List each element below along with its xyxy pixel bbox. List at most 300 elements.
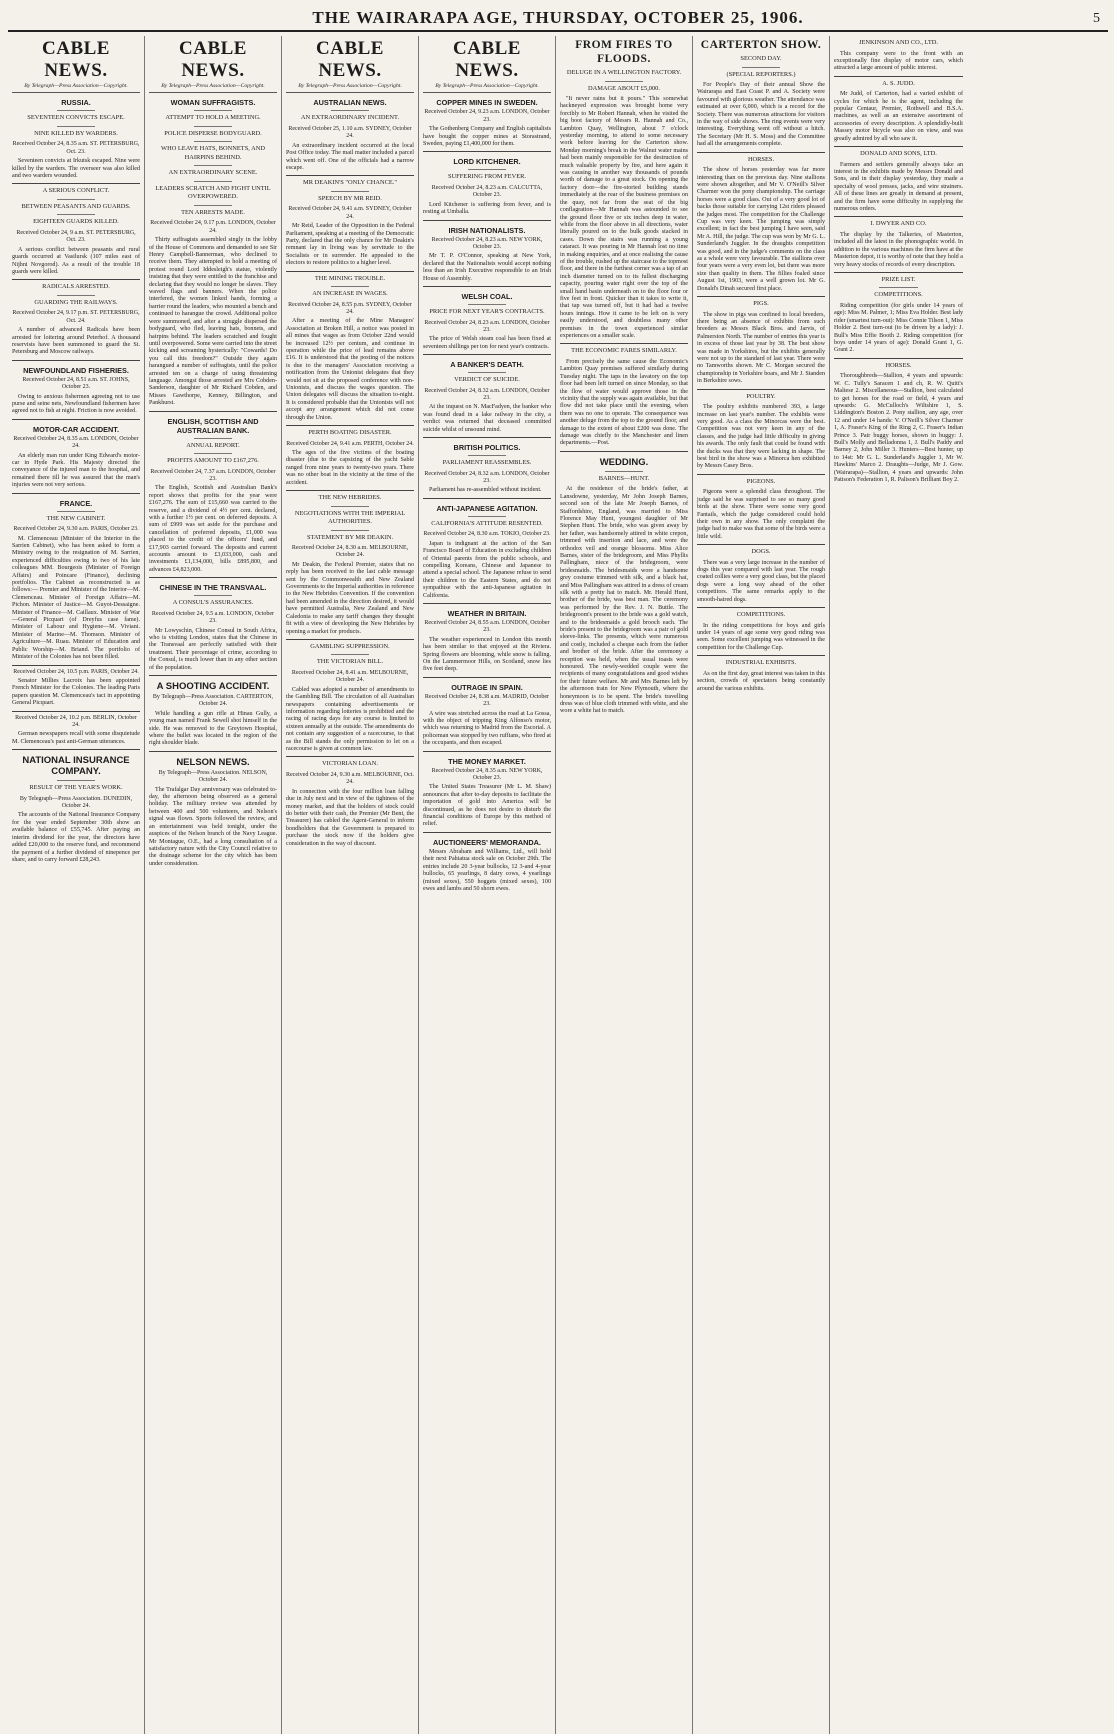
- section-divider: [834, 272, 963, 273]
- article-body: A serious conflict between peasants and rural guards occurred at Vasilursk (107 miles east of Nijhni Novgorod). As a result of the trouble 18 guards were killed.: [12, 246, 140, 275]
- article-subheading: THE MINING TROUBLE.: [314, 274, 386, 282]
- article-body: Thoroughbreds—Stallion, 4 years and upwards: W. C. Tully's Saracen 1 and ch, R. W. Quitt's Maltese 2. Miscellaneous—Stallion, best calculated to get horses for the road or field, 4 years and upwards: G. McCulloch's Wiltshire 1, S. Liddington's Boston 2. Pony stallion, any age, over 12 and under 14 hands: V. O'Neill's Silver Charmer 1, A. Fraser's King of the Ring 2, C. Fraser's Indian Prince 3. Pair buggy horses, shown in buggy: J. Bull's Molly and Belladonna 1, J. Bull's Paddy and Barney 2, John Miller 3. Hunters—Best hunter, up to 14st: Mr G. L. Sunderland's Juggler 1, Mr W. Hawkins' Marco 2. Draughts—Judge, Mr J. Gow. (Wairarapa)—Stallion, 4 years and upwards: John Patison's Federation 1, R. Palison's Brilliant Boy 2.: [834, 373, 963, 483]
- article: [12, 283, 140, 356]
- article-body: The Gothenberg Company and English capitalists have bought the copper mines at Storastrand, Sweden, paying £1,400,000 for them.: [423, 126, 551, 148]
- article-dateline: Received October 24, 8.51 a.m. ST. JOHNS, October 23.: [22, 376, 130, 391]
- section-divider: [12, 665, 140, 666]
- article-dateline: Received October 24, 8.23 a.m. NEW YORK, October 23.: [431, 236, 543, 250]
- article-body: Owing to anxious fishermen agreeing not to use purse and seine nets, Newfoundland fishermen have agreed not to fish at night. Friction is now avoided.: [12, 393, 140, 415]
- divider: [57, 214, 95, 215]
- article-subheading: DOGS.: [751, 548, 771, 556]
- article: [423, 292, 551, 351]
- article-subheading: TEN ARRESTS MADE.: [181, 208, 245, 216]
- article-subheading: EIGHTEEN GUARDS KILLED.: [33, 218, 119, 226]
- article-body: A wire was stretched across the road at La Gossa, with the object of tripping King Alfonso's motor, which was returning to Madrid from the Escorial. A policeman was stopped by two ruffians, who fired at the occupants, and then escaped.: [423, 710, 551, 747]
- divider: [57, 780, 95, 781]
- article-subheading: RADICALS ARRESTED.: [42, 283, 110, 291]
- article-body: In the riding competitions for boys and girls under 14 years of age some very good riding was seen. Some excellent jumping was witnessed in the competition for the Challenge Cup.: [697, 622, 825, 651]
- article-dateline: Received October 25, 1.10 a.m. SYDNEY, October 24.: [288, 125, 412, 140]
- article-body: German newspapers recall with some disquietude M. Clemenceau's past anti-German utterances.: [12, 731, 140, 745]
- divider: [331, 530, 369, 531]
- column-heading: CARTERTON SHOW.: [700, 39, 822, 51]
- article-subheading: COMPETITIONS.: [736, 611, 786, 619]
- article: [286, 643, 414, 753]
- article-subheading: THE ECONOMIC FARES SIMILARLY.: [571, 347, 677, 355]
- article-dateline: Received October 24, 9.17 p.m. LONDON, October 24.: [150, 220, 276, 234]
- article-body: An extraordinary incident occurred at the local Post Office today. The mail matter included a parcel which went off. One of the officials had a narrow escape.: [286, 142, 414, 171]
- article-body: Parliament has re-assembled without incident.: [429, 487, 542, 494]
- article: [423, 504, 551, 600]
- article-body: The ages of the five victims of the boating disaster (due to the capsizing of the yacht Sable ranged from nine years to twenty-two years. There was no other boat in the vicinity at the time of the accident.: [286, 450, 414, 486]
- article: [697, 478, 825, 541]
- article-body: Senator Millies Lacroix has been appointed French Minister for the Colonies. The leading Paris papers question M. Clemenceau's tact in appointing General Picquart.: [12, 677, 140, 707]
- article-body: There was a very large increase in the number of dogs this year compared with last year. The rough coated collies were a very good class, but the placed dogs were a long way ahead of the other competitors. The same remarks apply to the smooth-haired dogs.: [697, 559, 825, 603]
- article-subheading: A SERIOUS CONFLICT.: [42, 187, 110, 195]
- article: [286, 179, 414, 267]
- article-headline: THE MONEY MARKET.: [448, 756, 526, 766]
- article-body: The Trafalgar Day anniversary was celebrated to-day, the afternoon being observed as a general holiday. The military review was attended by between 400 and 500 volunteers, and Nelson's signal was flown. Sports followed the review, and an entertainment was held tonight, under the auspices of the Nelson branch of the Navy League. Mr Montague, O.E., had a long consultation of a satisfactory nature with the City Council relative to the drainage scheme for the city which has been under consideration.: [149, 786, 277, 867]
- article-subheading: SPEECH BY MR REID.: [318, 194, 382, 202]
- article-headline: COPPER MINES IN SWEDEN.: [436, 98, 538, 108]
- article-subheading: DAMAGE ABOUT £5,000.: [588, 84, 660, 92]
- article-body: Mr T. P. O'Connor, speaking at New York, declared that the Nationalists would accept nothing less than an Irish Executive responsible to an Irish House of Assembly.: [423, 253, 551, 282]
- article: [834, 276, 963, 355]
- article: [423, 443, 551, 495]
- article-subheading: PRICE FOR NEXT YEAR'S CONTRACTS.: [429, 308, 545, 315]
- divider: [194, 126, 232, 127]
- divider: [194, 438, 232, 439]
- article: [697, 393, 825, 471]
- article: [149, 583, 277, 672]
- section-divider: [423, 603, 551, 604]
- section-divider: [834, 146, 963, 147]
- divider: [194, 165, 232, 166]
- article-subheading: RESULT OF THE YEAR'S WORK.: [29, 784, 123, 792]
- article: [423, 838, 551, 893]
- article: [12, 366, 140, 416]
- article: [560, 347, 688, 447]
- article: [423, 226, 551, 283]
- article: [697, 659, 825, 693]
- article-body: Lord Kitchener is suffering from fever, and is resting at Umballa.: [423, 201, 551, 216]
- article: [286, 760, 414, 848]
- section-divider: [286, 756, 414, 757]
- article: [12, 425, 140, 490]
- article-dateline: Received October 24, 9.23 a.m. LONDON, October 23.: [424, 109, 550, 123]
- divider: [57, 511, 95, 512]
- article: [423, 98, 551, 148]
- article: [286, 275, 414, 423]
- article-subheading: WHO LEAVE HATS, BONNETS, AND HAIRPINS BEHIND.: [161, 145, 265, 161]
- column-6: [693, 36, 830, 1734]
- article-headline: ENGLISH, SCOTTISH AND AUSTRALIAN BANK.: [167, 416, 259, 435]
- section-divider: [423, 498, 551, 499]
- article-subheading: NEGOTIATIONS WITH THE IMPERIAL AUTHORITIES.: [294, 509, 406, 526]
- article-dateline: Received October 24, 9.41 a.m. PERTH, October 24.: [286, 440, 414, 447]
- article-body: Thirty suffragists assembled singly in the lobby of the House of Commons and demanded to see Sir Henry Campbell-Bannerman, who declined to receive them. They attempted to hold a meeting of protest round Lord Iddesleigh's statue, violently insisting that they were entitled to the franchise and declaring that they would no longer be slaves. They waved flags and banners. When the police interfered, the women linked hands, forming a barrier round the leaders, who mounted a bench and continued to harangue the crowd. Additional police were summoned, and after a struggle dispersed the bodyguard, who fled, leaving hats, bonnets, and hairpins behind. The leaders scratched and fought until overpowered. Some were carried into the street kicking and screaming hysterically: "Cowards! Do you call this freedom?" Outside they again harangued a number of suffragists, until the police arrested ten on a charge of using threatening language. Amongst those arrested are Mrs Cobden-Sanderson, daughter of Mr Richard Cobden, and Misses Gawthorpe, Kenney, Billington, and Pankhurst.: [149, 237, 277, 407]
- divider: [879, 287, 918, 288]
- article-dateline: Received October 24, 7.37 a.m. LONDON, October 23.: [150, 468, 276, 482]
- section-divider: [560, 451, 688, 452]
- article: [834, 39, 963, 73]
- section-divider: [12, 749, 140, 750]
- section-divider: [834, 76, 963, 77]
- section-divider: [560, 343, 688, 344]
- section-divider: [12, 419, 140, 420]
- article-dateline: By Telegraph—Press Association. DUNEDIN, October 24.: [19, 795, 133, 810]
- article-body: The display by the Talkeries, of Masterton, included all the latest in the phonographic world. In addition to the various machines the firm have at the Masterton depot, it is worthy of note that they hold a very heavy stocks of records of every description.: [834, 231, 963, 268]
- article-dateline: Received October 24, 8.35 a.m. NEW YORK, October 23.: [431, 767, 543, 782]
- divider: [194, 181, 232, 182]
- article-subheading: THE NEW HEBRIDES.: [318, 494, 382, 502]
- byline: By Telegraph—Press Association—Copyright.: [423, 83, 551, 93]
- article-body: A number of advanced Radicals have been arrested for loitering around Peterhof. A thousand reservists have been summoned to guard the St. Petersburg and Moscow railways.: [12, 327, 140, 356]
- section-divider: [12, 183, 140, 184]
- article-subheading: SUFFERING FROM FEVER.: [448, 173, 526, 181]
- article-subheading: MR DEAKIN'S "ONLY CHANCE.": [303, 179, 397, 187]
- article-headline: WEATHER IN BRITAIN.: [447, 608, 527, 618]
- article-subheading: AN EXTRAORDINARY INCIDENT.: [300, 114, 400, 122]
- article: [286, 494, 414, 636]
- article-dateline: Received October 24, 8.32 a.m. LONDON, October 23.: [424, 387, 550, 402]
- article-body: While handling a gun rifle at Hinau Gully, a young man named Frank Sewell shot himself in the side. He was removed to the Greytown Hospital, where the bullet was located in the region of the right shoulder blade.: [149, 710, 277, 747]
- divider: [57, 199, 95, 200]
- article-headline: FRANCE.: [59, 498, 93, 508]
- section-divider: [697, 544, 825, 545]
- article-subheading: GAMBLING SUPPRESSION.: [310, 642, 390, 650]
- article: [149, 417, 277, 575]
- article-subheading: BARNES—HUNT.: [598, 474, 650, 482]
- section-divider: [423, 286, 551, 287]
- section-divider: [286, 490, 414, 491]
- article-subheading: A. S. JUDD.: [882, 79, 915, 87]
- divider: [57, 126, 95, 127]
- article-body: M. Clemenceau (Minister of the Interior in the Sarrien Cabinet), who has been asked to form a Ministry owing to the resignation of M. Sarrien, experienced difficulties owing to two of his late colleagues MM. Bourgeois (Minister of Foreign Affairs) and Poincare (Finance), declining portfolios. The Cabinet as reconstructed is as follows:— Premier and Minister of the Interior—M. Clemenceau. Minister of Foreign Affairs—M. Pichon. Minister of Justice—M. Guyot-Dessaigne. Minister of Finance—M. Caillaux. Minister of War—General Picquart (of Dreyfus case fame). Minister of Labour and Hygiene—M. Viviani. Minister of Marine—M. Thomson. Minister of Agriculture—M. Ruau. Minister of Education and Public Worship—M. Briand. The portfolio of Minister of the Colonies has not been filled.: [12, 535, 140, 661]
- section-divider: [697, 607, 825, 608]
- divider: [57, 110, 95, 111]
- article: [12, 669, 140, 708]
- divider: [194, 205, 232, 206]
- article-headline: MOTOR-CAR ACCIDENT.: [33, 424, 119, 434]
- masthead: [8, 4, 1108, 32]
- article-subheading: CALIFORNIA'S ATTITUDE RESENTED.: [431, 519, 543, 527]
- column-2: [145, 36, 282, 1734]
- article-dateline: Received October 24, 8.32 a.m. LONDON, October 23.: [424, 470, 550, 484]
- byline: By Telegraph—Press Association—Copyright.: [286, 83, 414, 93]
- article-body: Mr Reid, Leader of the Opposition in the Federal Parliament, speaking at a meeting of the Democratic Party, declared that the only chance for Mr Deakin's remnant lay in living was by servitude to the Socialists or in surrender. He appealed to the electors to restore politics to a higher level.: [286, 223, 414, 267]
- article: [149, 681, 277, 748]
- article: [423, 609, 551, 674]
- byline: By Telegraph—Press Association—Copyright.: [149, 83, 277, 93]
- divider: [331, 110, 369, 111]
- article-body: Seventeen convicts at Irkutsk escaped. Nine were killed by the warders. The overseer was also killed and two warders wounded.: [12, 158, 140, 180]
- article-dateline: Received October 24, 9.17 p.m. ST. PETERSBURG, Oct. 24.: [12, 310, 140, 324]
- article: [423, 157, 551, 216]
- article: [560, 457, 688, 716]
- article-subheading: STATEMENT BY MR DEAKIN.: [306, 533, 394, 541]
- section-divider: [423, 437, 551, 438]
- article-body: The accounts of the National Insurance Company for the year ended September 30th show an available balance of £55,745. After paying an interim dividend for the year, the directors have added £20,000 to the reserve fund, and recommend the payment of a further dividend of ninepence per share, and to carry forward £28,243.: [12, 812, 140, 863]
- article-subheading: BETWEEN PEASANTS AND GUARDS.: [21, 202, 131, 210]
- article-body: Farmers and settlers generally always take an interest in the exhibits made by Messrs Donald and Sons, and in their display yesterday, they made a specialty of wool presses, jacks, and wire strainers. All of these lines are greatly in demand at present, and the firm have some difficulty in supplying the numerous orders.: [834, 161, 963, 212]
- section-divider: [286, 425, 414, 426]
- article-body: Messrs Abraham and Williams, Ltd., will hold their next Pahiatua stock sale on October 29th. The entries include 20 3-year bullocks, 12 3-and 4-year bullocks, 65 yearlings, 8 dairy cows, 4 yearlings (mixed sexes), 550 hoggets (mixed sexes), 100 ewes and lambs and 50 shorn ewes.: [423, 848, 551, 892]
- article-dateline: Received October 24, 8.41 a.m. MELBOURNE, October 24.: [291, 669, 409, 684]
- section-divider: [834, 216, 963, 217]
- article-subheading: HORSES.: [885, 361, 912, 369]
- section-divider: [12, 279, 140, 280]
- article-subheading: PIGEONS.: [746, 477, 776, 485]
- article-subheading: PRIZE LIST.: [881, 275, 916, 283]
- article-body: In connection with the four million loan falling due in July next and in view of the tightness of the money market, and that the holders of stock could do better with their cash, the Premier (Mr Bent, the Treasurer) has cabled the Agent-General to inform bondholders that the Government is prepared to purchase the stock now if the holders give consideration in the way of discount.: [286, 788, 414, 847]
- divider: [468, 304, 506, 305]
- article-subheading: THE NEW CABINET.: [46, 514, 106, 522]
- article: [697, 611, 825, 652]
- article-dateline: By Telegraph—Press Association. CARTERTON, October 24.: [152, 694, 274, 708]
- article: [834, 362, 963, 485]
- section-divider: [697, 655, 825, 656]
- article-body: Mr Lowyschin, Chinese Consul in South Africa, who is visiting London, states that the Chinese in the Transvaal are perfectly satisfied with their treatment. Their percentage of crime, according to the Consul, is much lower than in any other section of the population.: [149, 627, 277, 671]
- article-subheading: INDUSTRIAL EXHIBITS.: [725, 659, 797, 667]
- article-body: Riding competition (for girls under 14 years of age): Miss M. Palmer, 1; Miss Eva Holder. Best lady rider (smartest turn-out): Miss Connie Tilson 1, Miss Holder 2. Best turn-out (to be driven by a lady): J. Bull's Miss Effie Booth 2. Riding competition (for boys under 14 years of age): Donald Grant 1, G. Grant 2.: [834, 302, 963, 354]
- article-body: This company were to the front with an exceptionally fine display of motor cars, which attracted a large amount of public interest.: [834, 50, 963, 72]
- article-subheading: PARLIAMENT REASSEMBLES.: [442, 459, 532, 467]
- article-headline: IRISH NATIONALISTS.: [448, 225, 526, 235]
- article-dateline: Received October 24, 9.30 a.m. PARIS, October 23.: [13, 526, 139, 533]
- divider: [194, 453, 232, 454]
- section-divider: [149, 577, 277, 578]
- divider: [194, 110, 232, 111]
- article-dateline: Received October 24, 8.30 a.m. MELBOURNE, October 24.: [291, 545, 409, 559]
- divider: [194, 595, 232, 596]
- article-subheading: THE VICTORIAN BILL.: [316, 658, 384, 666]
- article-subheading: ATTEMPT TO HOLD A MEETING.: [165, 114, 261, 122]
- column-heading: FROM FIRES TO FLOODS.: [575, 39, 673, 65]
- article-headline: A SHOOTING ACCIDENT.: [156, 681, 270, 692]
- byline: By Telegraph—Press Association—Copyright.: [12, 83, 140, 93]
- divider: [742, 67, 780, 68]
- article-dateline: Received October 24, 8.30 a.m. TOKIO, October 23.: [423, 531, 551, 538]
- article: [697, 300, 825, 386]
- article: [834, 220, 963, 269]
- article-subheading: NINE KILLED BY WARDERS.: [34, 129, 118, 137]
- section-divider: [697, 152, 825, 153]
- article: [697, 156, 825, 293]
- divider: [331, 654, 369, 655]
- divider: [468, 516, 506, 517]
- article-body: Mr Deakin, the Federal Premier, states that no reply has been received to the last cable message sent by the Commonwealth and New Zealand Governments to the Imperial authorities in reference to the New Hebrides Convention. If the convention had been amended in the direction desired, it would have permitted Australia, New Zealand and New Caledonia to make any tariff changes they thought fit with a view of developing the New Hebrides by opening a market for products.: [286, 561, 414, 635]
- article-body: "It never rains but it pours." This somewhat hackneyed expression was brought home very forcibly to Mr Robert Hannah, when he visited the big boot factory of Messrs R. Hannah and Co., Lambton Quay, Wellington, about 7 o'clock yesterday morning, to attend to some necessary work before leaving for the Carterton show. Monday morning's break in the Walnut water mains had been mainly responsible for the destruction of much valuable property by fire, and here again it was causing in another way thousands of pounds worth of damage to a great stock. On opening the factory door—the fire-storied building stands immediately at the rear of the business premises on the quay, not far from the seat of the big conflagration—Mr Hannah was astounded to see the ground floor five or six inches deep in water, while from the floor above in all directions, water literally poured on to the bulk goods stacked in cases. Down the stairs was running a young cataract. It was pouring in Mr Hannah lost no time in making enquiries, and at once realising the cause of the trouble, rushed up the staircase to the topmost floor, and there in the furthest corner was a tap of an inch diameter turned on to its fullest discharging capacity, pouring water right over the top of the small hand basin underneath on to the floor four or five feet in front. Quicker than it takes to write it, that tap was turned off, but it had had a twelve hours innings. How it came to be left on is very easily understood, and doubtless many other premises in the town experienced similar experiences on a smaller scale.: [560, 96, 688, 339]
- article-dateline: Received October 24, 8.38 a.m. MADRID, October 23.: [424, 693, 550, 708]
- article: [149, 98, 277, 407]
- article-subheading: SEVENTEEN CONVICTS ESCAPE.: [27, 114, 125, 122]
- article-subheading: COMPETITIONS.: [874, 291, 923, 299]
- article-body: The show of horses yesterday was far more interesting than on the previous day. Nine stallions were shown altogether, and Mr V. O'Neill's Silver Charmer won the pony championship. The carriage horses were a good class. Out of a very good lot of backs those suitable for carrying 12st riders pleased the judges most. The competition for the Challenge Cup was very keen. The jumping was simply excellent; in fact the best jumping I have seen, said Mr A. Hill, the judge. The cup was won by Mr G. L. Sunderland's Juggler. In the draughts competition was good, and in the judge's comments on the class as a whole were very favourable. The stallions over four years were a very even lot, but there was more size than quality in them. The fillies foaled since August 1st, 1903, were a well grown lot. Mr G. Donald's Dinah secured first place.: [697, 167, 825, 292]
- article-headline: BRITISH POLITICS.: [453, 443, 521, 453]
- article-body: Japan is indignant at the action of the San Francisco Board of Education in excluding children of Oriental parents from the public schools, and compelling Koreans, Chinese and Japanese to attend a special school. The Japanese refuse to send their children to the Eastern States, and do not sympathise with the anti-Japanese agitation in California.: [423, 540, 551, 599]
- column-heading: CABLE NEWS.: [453, 38, 521, 81]
- article-dateline: Received October 24, 8.35 a.m. LONDON, October 24.: [13, 435, 139, 450]
- article-dateline: By Telegraph—Press Association. NELSON, October 24.: [158, 769, 268, 784]
- section-divider: [423, 151, 551, 152]
- article: [12, 499, 140, 662]
- divider: [468, 455, 506, 456]
- column-heading: CABLE NEWS.: [316, 38, 384, 81]
- article-body: An elderly man run under King Edward's motor-car in Hyde Park. His Majesty directed the conveyance of the injured man to the hospital, and remained there till he was assured that the man's injuries were not very serious.: [12, 452, 140, 489]
- article-body: From precisely the same cause the Economic's Lambton Quay premises suffered similarly during Tuesday night. The taps in the lavatory on the top floor had been left turned on since Monday, so that the flow of water would approve those in the vicinity that the supply was again available, but that flow did not take place until the evening, when there was no one to operate. The consequence was another deluge from the top to the ground floor, and damage to the extent of about £200 was done. The damage was chiefly to the Manchester and linen departments.—Post.: [560, 358, 688, 447]
- article-dateline: Received October 24, 8.23 a.m. CALCUTTA, October 23.: [431, 184, 543, 199]
- section-divider: [12, 493, 140, 494]
- article-subheading: POULTRY.: [746, 392, 776, 400]
- article-body: As on the first day, great interest was taken in this section, crowds of spectators being constantly around the various exhibits.: [697, 670, 825, 692]
- column-5: [556, 36, 693, 1734]
- article-headline: WOMAN SUFFRAGISTS.: [170, 98, 256, 108]
- section-divider: [12, 360, 140, 361]
- masthead-title: THE WAIRARAPA AGE, THURSDAY, OCTOBER 25, 1906.: [312, 8, 804, 27]
- article-dateline: Received October 24, 10.2 p.m. BERLIN, October 24.: [15, 714, 137, 728]
- article-dateline: Received October 24, 8.23 a.m. LONDON, October 23.: [424, 319, 550, 333]
- article: [423, 683, 551, 748]
- section-divider: [286, 639, 414, 640]
- article-subheading: SECOND DAY.: [740, 55, 782, 62]
- article-subheading: VERDICT OF SUICIDE.: [454, 376, 520, 384]
- article-body: After a meeting of the Mine Managers' Association at Broken Hill, a notice was posted in all mines that wages as from October 22nd would be increased 12½ per centum, and continue in operation while the price of lead remains above £16. It is understood that the posting of the notices is due to the managers' Association receiving a notification from the Unionist delegates that they would not sit at the proposed conference with non-Unionists, and discuss the wages question. The Union delegates will discuss the situation to-night. It is considered probable that the Unionists will not accept any arrangement which did not come through the Union.: [286, 318, 414, 421]
- divider: [194, 141, 232, 142]
- article-body: Mr Judd, of Carterton, had a varied exhibit of cycles for which he is the agent, including the popular Centaur, Premier, Rothwell and B.S.A. machines, as well as an extensive assortment of accessories of every description. A splendidly-built Massey motor bicycle was also on view, and was greatly admired by all who saw it.: [834, 91, 963, 142]
- article-subheading: A CONSUL'S ASSURANCES.: [172, 599, 254, 607]
- article-subheading: AN EXTRAORDINARY SCENE.: [168, 169, 258, 177]
- article-body: At the residence of the bride's father, at Lansdowne, yesterday, Mr John Joseph Barnes, second son of the late Mr Joseph Barnes, of Staffordshire, England, was married to Miss Florence May Hunt, youngest daughter of Mr Stephen Hunt. The bride, who was given away by her father, was handsomely attired in white crepon, trimmed with insertion and lace, and wore the orthodox veil and orange blossoms. Miss Alice Barnes, sister of the bridegroom, and Miss Phyllis Pallingham, niece of the bridegroom, were bridesmaids. The bridesmaids wore a handsome grey costume trimmed with silk, and a black hat, and Miss Pallingham was attired in a dress of cream silk with a pretty hat to match. Mr. Herald Hunt, brother of the bride, was best man. The ceremony was performed by the Rev. J. N. Buttle. The bridegroom's present to the bride was a gold watch, and to the bridesmaids a gold brooch each. The bride's present to the bridegroom was a pair of gold sleeve-links. The presents, which were numerous and costly, included a cheque each from the father and brother of the bride. After the ceremony a reception was held, when the usual toasts were honoured. The newly-wedded couple were the recipients of many congratulations and good wishes for their future welfare. Mr and Mrs Barnes left by the afternoon train for New Plymouth, where the honeymoon is to be spent. The bride's travelling dress was of blue cloth trimmed with white, and she wore a white hat to match.: [560, 486, 688, 715]
- section-divider: [286, 175, 414, 176]
- page-number: 5: [1093, 11, 1100, 26]
- article-dateline: Received October 24, 9.5 a.m. LONDON, October 23.: [151, 610, 275, 625]
- section-divider: [423, 354, 551, 355]
- section-divider: [423, 220, 551, 221]
- article-subheading: POLICE DISPERSE BODYGUARD.: [164, 129, 262, 137]
- article-dateline: Received October 24, 9.41 a.m. SYDNEY, October 24.: [288, 206, 412, 220]
- divider: [605, 81, 643, 82]
- article-headline: CHINESE IN THE TRANSVAAL.: [159, 583, 267, 593]
- article-body: The show in pigs was confined to local breeders, there being an absence of exhibits from such breeders as Messrs Black Bros. and Jarvis, of Palmerston North. The number of entries this year is in excess of those last year by 38. The best show was made in Yorkshires, but the exhibits generally were not up to the standard of last year. There were no Tamworths shown. Mr C. Morgan secured the championship in Yorkshire boars, and Mr J. Standen in Berkshire sows.: [697, 311, 825, 385]
- divider: [468, 169, 506, 170]
- article-headline: A BANKER'S DEATH.: [450, 360, 524, 370]
- article-subheading: PIGS.: [753, 300, 769, 308]
- section-divider: [697, 474, 825, 475]
- article-dateline: Received October 24, 9.30 a.m. MELBOURNE, Oct. 24.: [286, 771, 414, 786]
- article: [149, 757, 277, 868]
- article-headline: AUCTIONEERS' MEMORANDA.: [433, 837, 541, 847]
- article-dateline: Received October 24, 8.55 p.m. SYDNEY, October 24.: [288, 301, 412, 315]
- article: [12, 755, 140, 864]
- divider: [605, 471, 643, 472]
- article-body: The United States Treasurer (Mr L. M. Shaw) announces that after to-day deposits to facilitate the importation of gold into America will be discontinued, as he does not desire to disturb the financial conditions of Europe by this method of relief.: [423, 784, 551, 828]
- article-subheading: HORSES.: [747, 155, 775, 163]
- divider: [468, 372, 506, 373]
- column-3: [282, 36, 419, 1734]
- article-dateline: Received October 24, 9 a.m. ST. PETERSBURG, Oct. 23.: [16, 229, 136, 244]
- article-subheading: DONALD AND SONS, LTD.: [860, 150, 937, 158]
- column-4: [419, 36, 556, 1734]
- article-subheading: DELUGE IN A WELLINGTON FACTORY.: [566, 69, 682, 76]
- section-divider: [423, 751, 551, 752]
- column-heading: CABLE NEWS.: [42, 38, 110, 81]
- article-body: Cabled was adopted a number of amendments to the Gambling Bill. The circulation of all Australian newspapers containing advertisements or information regarding lotteries is prohibited and the racing of racing days for any course is limited to sixteen annually at the outside. The amendments do not contain any suggestion of a racecourse, to that as the Bill stands the only permission to let on a racecourse is given at common law.: [286, 686, 414, 752]
- article-subheading: JENKINSON AND CO., LTD.: [859, 39, 938, 46]
- section-divider: [697, 389, 825, 390]
- divider: [331, 191, 369, 192]
- article-subheading: PERTH BOATING DISASTER.: [308, 429, 392, 437]
- article-dateline: Received October 24, 8.55 a.m. LONDON, October 23.: [424, 619, 550, 634]
- section-divider: [834, 358, 963, 359]
- article-subheading: ANNUAL REPORT.: [186, 441, 240, 449]
- article-subheading: AN INCREASE IN WAGES.: [312, 290, 388, 298]
- article-headline: AUSTRALIAN NEWS.: [313, 98, 387, 108]
- article-body: The poultry exhibits numbered 393, a large increase on last year's number. The exhibits were very good. As a class the Minorcas were the best. Competition was not very keen in any of the classes, and the judge had little difficulty in giving his awards. The only fault that could be found with the ducks was that they were lacking in shape. The best bird in the show was a Minorca hen exhibited by Messrs Casey Bros.: [697, 404, 825, 470]
- article-subheading: VICTORIAN LOAN.: [322, 760, 378, 768]
- column-7: [830, 36, 967, 1734]
- article: [423, 757, 551, 829]
- divider: [57, 295, 95, 296]
- article-headline: NEWFOUNDLAND FISHERIES.: [23, 365, 129, 375]
- article: [560, 69, 688, 340]
- article: [286, 429, 414, 487]
- article-subheading: (SPECIAL REPORTERS.): [726, 70, 796, 78]
- section-divider: [149, 411, 277, 412]
- article: [12, 98, 140, 180]
- column-container: [8, 36, 1108, 1734]
- divider: [331, 286, 369, 287]
- article-body: The weather experienced in London this month has been similar to that enjoyed at the Riviera. Spring flowers are blooming, while snow is falling. On the Lammermoor Hills, on Scotland, snow lies five feet deep.: [423, 636, 551, 673]
- article-subheading: LEADERS SCRATCH AND FIGHT UNTIL OVERPOWERED.: [155, 184, 271, 201]
- article: [12, 715, 140, 747]
- column-heading: CABLE NEWS.: [179, 38, 247, 81]
- article: [12, 187, 140, 276]
- article-headline: LORD KITCHENER.: [453, 157, 521, 167]
- article-dateline: Received October 24, 8.35 a.m. ST. PETERSBURG, Oct. 23.: [12, 141, 140, 155]
- article-body: At the inquest on N. MacFadyen, the banker who was found dead in a lake railway in the city, a verdict was returned that deceased committed suicide whilst of unsound mind.: [423, 404, 551, 433]
- section-divider: [12, 711, 140, 712]
- section-divider: [149, 675, 277, 676]
- article-dateline: Received October 24, 10.5 p.m. PARIS, October 24.: [13, 668, 139, 675]
- article-headline: NATIONAL INSURANCE COMPANY.: [22, 755, 130, 778]
- article: [286, 98, 414, 172]
- article-body: The English, Scottish and Australian Bank's report shows that profits for the year were £167,276. The sum of £15,660 was carried to the reserve, and a dividend of 4½ per cent. declared, with a further 1½ per cent. on deferred deposits. A sum of £999 was set aside for the purchase and cancellation of preferred deposits, £1,000 was placed to the credit of the officers' fund, and £17,903 carried forward. The deposits and current accounts amount to £3,033,000, cash and investments £1,134,000, bills £895,800, and advances £4,823,000.: [149, 485, 277, 573]
- section-divider: [697, 296, 825, 297]
- article-body: For People's Day of their annual Show the Wairarapa and East Coast P. and A. Society were favoured with glorious weather. The attendance was estimated at over 6,000, which is a record for the Society. There was numerous attractions for visitors in the way of side shows. The ring events were very interesting. Everything went off without a hitch. The Secretary (Mr H. S. Moss) and the Committee had all the arrangements complete.: [697, 82, 825, 148]
- article-subheading: PROFITS AMOUNT TO £167,276.: [167, 457, 259, 465]
- article-headline: ANTI-JAPANESE AGITATION.: [436, 503, 538, 513]
- article-subheading: I. DWYER AND CO.: [870, 220, 927, 228]
- article: [834, 80, 963, 143]
- article-headline: NELSON NEWS.: [176, 756, 250, 768]
- article: [697, 548, 825, 604]
- article-body: Pigeons were a splendid class throughout. The judge said he was surprised to see so many good birds at the show. There were some very good Fantails, which the judge considered could hold their own in any show. The only complaint the judge had to make was that some of the birds were a little wild.: [697, 489, 825, 540]
- article-headline: RUSSIA.: [61, 98, 91, 108]
- article-body: The price of Welsh steam coal has been fixed at seventeen shillings per ton for next year's contracts.: [423, 336, 551, 350]
- article: [423, 360, 551, 434]
- article-headline: OUTRAGE IN SPAIN.: [451, 682, 523, 692]
- article-subheading: GUARDING THE RAILWAYS.: [34, 298, 118, 306]
- divider: [331, 506, 369, 507]
- article: [834, 150, 963, 213]
- section-divider: [423, 677, 551, 678]
- article-headline: WELSH COAL.: [461, 292, 513, 301]
- article-headline: WEDDING.: [599, 456, 649, 468]
- section-divider: [286, 271, 414, 272]
- section-divider: [423, 832, 551, 833]
- section-divider: [149, 751, 277, 752]
- column-1: [8, 36, 145, 1734]
